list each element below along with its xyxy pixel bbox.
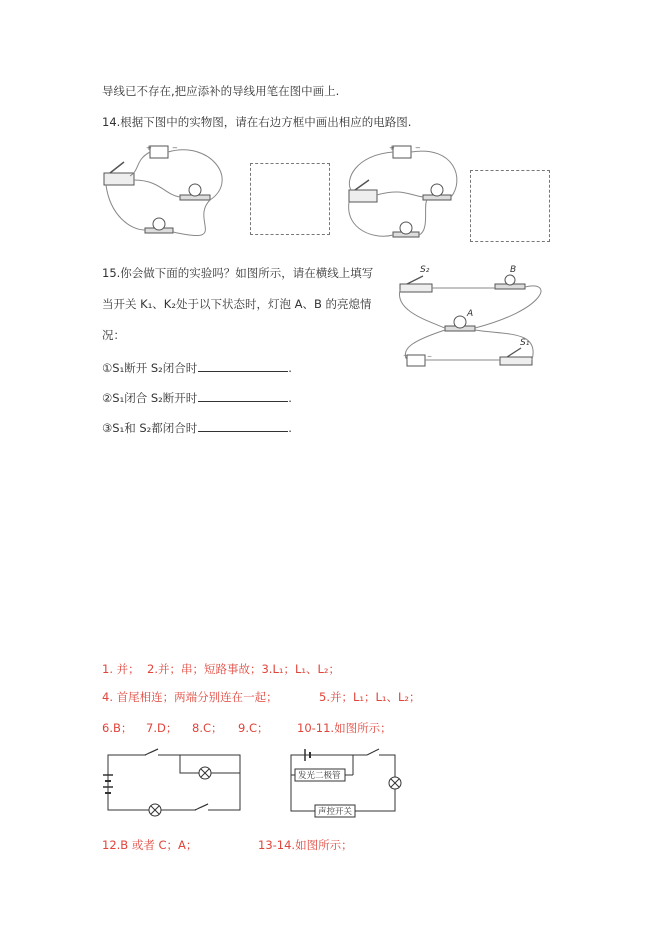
- answer-12: 12.B 或者 C；A；: [102, 838, 198, 852]
- answer-box-left: [250, 163, 330, 235]
- case-2: [102, 390, 292, 405]
- case-3-text: ③S₁和 S₂都闭合时: [102, 421, 198, 435]
- question-15-line3: 况：: [102, 328, 125, 342]
- question-13-tail: 导线已不存在,把应添补的导线用笔在图中画上.: [102, 84, 340, 98]
- voice-switch-label: 声控开关: [318, 807, 353, 817]
- case-1-end: .: [288, 361, 292, 375]
- svg-text:+: +: [403, 353, 409, 360]
- answer-4: 4. 首尾相连；两端分别连在一起；: [102, 690, 278, 704]
- answer-box-right: [470, 170, 550, 242]
- case-2-end: .: [288, 391, 292, 405]
- label-b: B: [510, 265, 517, 275]
- svg-text:+: +: [389, 144, 395, 152]
- answer-6: 6.B；: [102, 721, 133, 735]
- answer-1: 1. 并；: [102, 662, 140, 676]
- case-1-blank[interactable]: [198, 360, 288, 372]
- answer-9: 9.C；: [238, 721, 269, 735]
- svg-text:−: −: [427, 353, 433, 360]
- case-3-blank[interactable]: [198, 420, 288, 432]
- svg-text:+: +: [146, 144, 152, 152]
- svg-text:−: −: [415, 144, 421, 152]
- fig15-circuit: [395, 260, 550, 375]
- label-a: A: [467, 309, 474, 319]
- case-3: [102, 420, 292, 435]
- answer-5: 5.并；L₁；L₁、L₂；: [319, 690, 421, 704]
- question-14: 14.根据下图中的实物图，请在右边方框中画出相应的电路图.: [102, 115, 412, 129]
- fig14-physical-circuit-left: [100, 140, 240, 255]
- question-15-line1: 15.你会做下面的实验吗？如图所示，请在横线上填写: [102, 266, 374, 280]
- answer-10-11: 10-11.如图所示；: [297, 721, 392, 735]
- answer-2-3: 2.并；串；短路事故；3.L₁；L₁、L₂；: [147, 662, 340, 676]
- svg-text:−: −: [172, 144, 178, 152]
- question-15-line2: 当开关 K₁、K₂处于以下状态时，灯泡 A、B 的亮熄情: [102, 297, 372, 311]
- case-1: [102, 360, 292, 375]
- answer-circuit-10: [100, 745, 245, 825]
- led-label: 发光二极管: [298, 771, 341, 781]
- label-s2: S₂: [420, 265, 430, 275]
- case-1-text: ①S₁断开 S₂闭合时: [102, 361, 198, 375]
- answer-8: 8.C；: [192, 721, 223, 735]
- label-s1: S₁: [520, 338, 530, 348]
- case-3-end: .: [288, 421, 292, 435]
- answer-circuit-11: [283, 745, 408, 820]
- case-2-text: ②S₁闭合 S₂断开时: [102, 391, 198, 405]
- answer-7: 7.D；: [146, 721, 178, 735]
- fig14-physical-circuit-right: [345, 140, 460, 250]
- case-2-blank[interactable]: [198, 390, 288, 402]
- answer-13-14: 13-14.如图所示；: [258, 838, 353, 852]
